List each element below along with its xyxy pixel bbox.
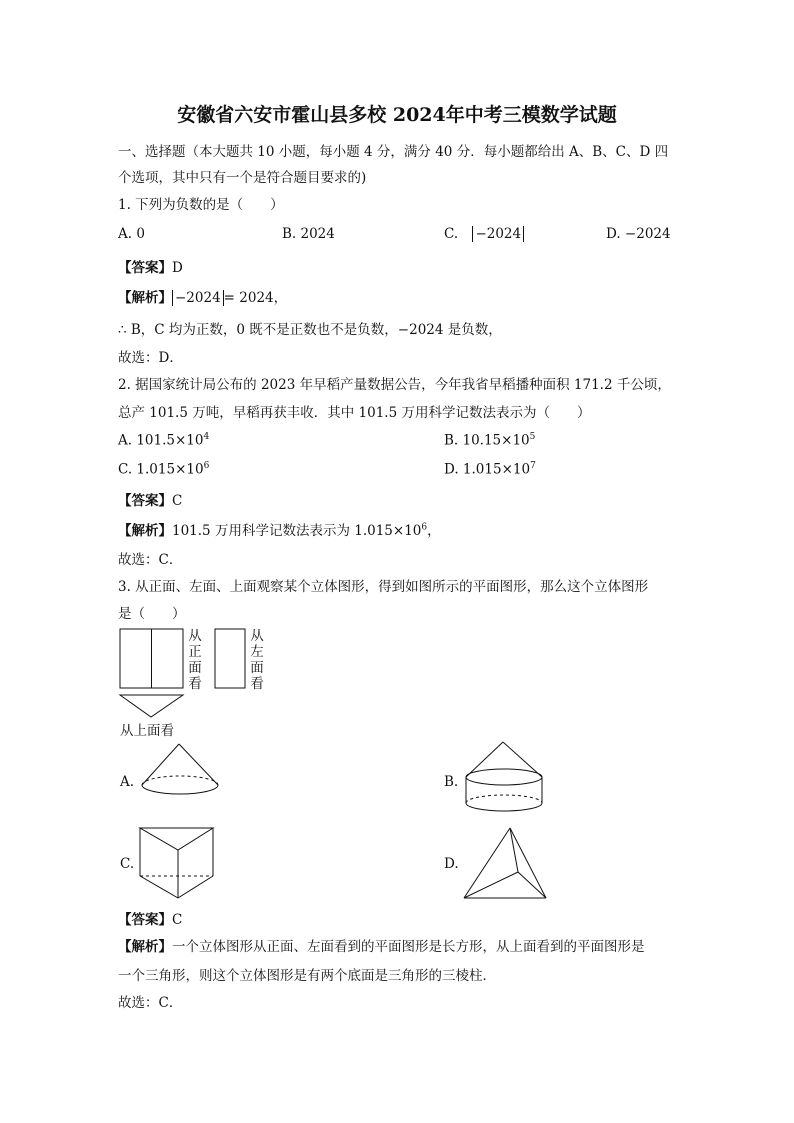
option-c-triangular-prism [138,826,228,906]
q3-option-d-label: D. [444,856,459,872]
q3-answer [118,908,182,928]
q1-option-c [444,226,524,242]
section-instructions-line2: 个选项，其中只有一个是符合题目要求的) [118,170,367,186]
analysis-end: ， [427,523,441,539]
top-view-label: 从上面看 [120,723,174,739]
analysis-exp: 6 [421,522,428,533]
q1-option-c-abs: −2024 [472,226,524,242]
q1-option-a: A. 0 [118,226,145,242]
q1-analysis [118,286,287,306]
page-title: 安徽省六安市霍山县多校 2024年中考三模数学试题 [177,104,617,126]
q3-option-c-label: C. [120,856,135,872]
answer-label: 【答案】 [118,493,172,509]
left-view-label: 从左面看 [250,628,264,692]
option-d-triangular-pyramid [462,826,562,906]
q2-option-d [444,461,536,478]
answer-label: 【答案】 [118,260,172,276]
q1-option-b: B. 2024 [282,226,335,242]
q2-option-b [444,432,535,449]
q2-option-a-exp: 4 [203,432,210,442]
top-view-triangle [120,695,183,717]
option-a-cone [138,742,228,822]
q2-option-d-base: D. 1.015×10 [444,461,531,478]
q2-option-a-base: A. 101.5×10 [118,432,204,449]
question-3-stem-line1: 3. 从正面、左面、上面观察某个立体图形，得到如图所示的平面图形，那么这个立体图形 [118,579,649,595]
q2-conclusion: 故选：C． [118,552,183,568]
analysis-base: 101.5 万用科学记数法表示为 1.015×10 [172,523,422,539]
q3-option-a-label: A. [120,774,135,790]
q1-option-d: D. −2024 [606,226,671,242]
answer-value: C [172,493,183,509]
q2-option-d-exp: 7 [530,461,536,471]
q3-option-b-label: B. [444,774,459,790]
q2-option-c-exp: 6 [203,461,210,471]
answer-value: C [172,912,183,928]
section-instructions-line1: 一、选择题（本大题共 10 小题，每小题 4 分，满分 40 分．每小题都给出 A、B、C、D 四 [118,144,669,160]
question-1-stem: 1. 下列为负数的是（ ） [118,197,284,213]
q2-option-b-base: B. 10.15×10 [444,432,530,449]
analysis-label: 【解析】 [118,939,172,955]
q2-option-c-base: C. 1.015×10 [118,461,204,478]
q2-analysis [118,519,441,539]
q2-option-a [118,432,209,449]
option-b-cone-cylinder [462,740,562,820]
q3-conclusion: 故选：C． [118,995,183,1011]
q1-option-c-prefix: C. [444,226,459,242]
analysis-abs: −2024 [172,290,224,306]
front-view-label: 从正面看 [188,628,202,692]
analysis-label: 【解析】 [118,290,172,306]
q2-answer [118,489,182,509]
q1-analysis-line2: ∴ B，C 均为正数，0 既不是正数也不是负数，−2024 是负数， [118,322,502,338]
q2-option-c [118,461,209,478]
question-2-stem-line2: 总产 101.5 万吨，早稻再获丰收．其中 101.5 万用科学记数法表示为（ ） [118,405,591,421]
q3-analysis-line2: 一个三角形，则这个立体图形是有两个底面是三角形的三棱柱． [118,968,496,984]
left-view-rect [215,629,245,688]
q3-analysis [118,935,645,955]
q2-option-b-exp: 5 [529,432,536,442]
question-2-stem-line1: 2. 据国家统计局公布的 2023 年早稻产量数据公告，今年我省早稻播种面积 171.2 千公顷， [118,377,671,393]
analysis-text: 一个立体图形从正面、左面看到的平面图形是长方形，从上面看到的平面图形是 [172,939,645,955]
analysis-label: 【解析】 [118,523,172,539]
q1-answer [118,256,183,276]
answer-label: 【答案】 [118,912,172,928]
q1-conclusion: 故选：D． [118,350,183,366]
question-3-stem-line2: 是（ ） [118,606,186,622]
three-views-figure [119,628,249,728]
answer-value: D [172,260,183,276]
analysis-rest: = 2024， [223,290,288,306]
